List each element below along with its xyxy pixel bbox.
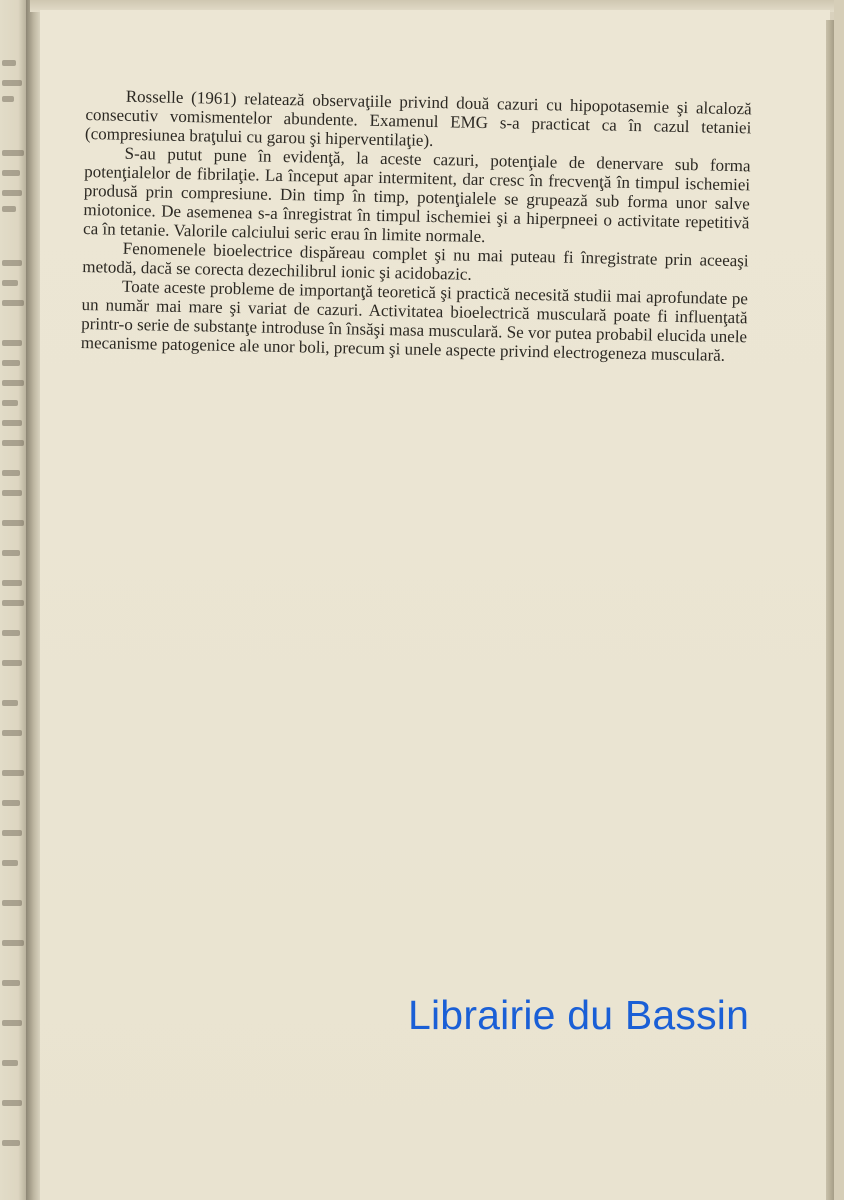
paragraph: Rosselle (1961) relatează observaţiile privind două cazuri cu hipopotasemie şi alcaloză consecutiv vomismentelor abundente. Examenul EMG s-a practicat ca în cazul tetaniei (compresiunea braţului cu garou şi hiperventilaţie). <box>84 86 752 150</box>
facing-page-edge <box>0 0 26 1200</box>
body-text <box>81 86 752 365</box>
paragraph: Toate aceste probleme de importanţă teoretică şi practică necesită studii mai aprofundate pe un număr mai mare şi variat de cazuri. Activitatea bioelectrică musculară poate fi influenţată printr-o serie de substanţe introduse în însăşi masa musculară. Se vor putea probabil elucida unele mecanisme patogenice ale unor boli, precum şi unele aspecte privind electrogeneza musculară. <box>80 276 749 365</box>
paragraph: Fenomenele bioelectrice dispăreau complet şi nu mai puteau fi înregistrate prin aceeaşi metodă, dacă se corecta dezechilibrul ionic şi acidobazic. <box>82 238 749 284</box>
backdrop <box>834 0 844 1200</box>
watermark-text: Librairie du Bassin <box>408 992 750 1038</box>
page-right-edge <box>826 20 834 1200</box>
paragraph: S-au putut pune în evidenţă, la aceste cazuri, potenţiale de denervare sub forma potenţialelor de fibrilaţie. La început apar intermitent, dar cresc în frecvenţă în timpul ischemiei produsă prin compresiune. Din timp în timp, potenţialele se grupează sub forma unor salve miotonice. De asemenea s-a înregistrat în timpul ischemiei şi a hiperpneei o activitate repetitivă ca în tetanie. Valorile calciului seric erau în limite normale. <box>82 143 751 247</box>
